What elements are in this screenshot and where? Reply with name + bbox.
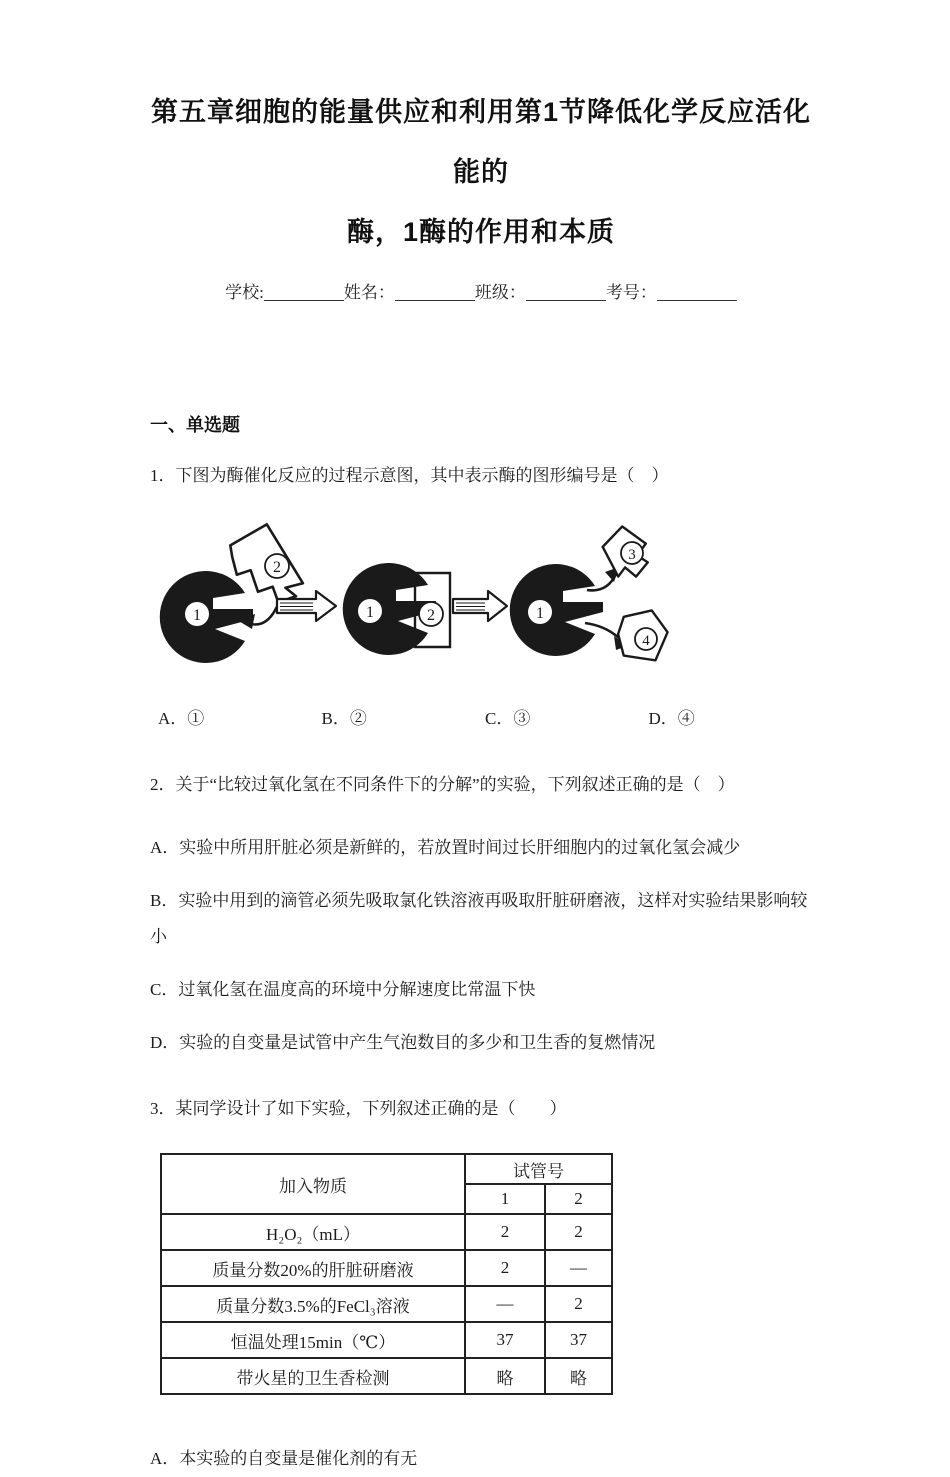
- svg-text:4: 4: [642, 633, 650, 649]
- svg-text:1: 1: [366, 604, 374, 621]
- svg-text:2: 2: [273, 559, 281, 576]
- row-value-2: 略: [545, 1358, 612, 1394]
- name-blank: [395, 286, 475, 301]
- row-label: H₂O₂（mL）: [161, 1214, 465, 1250]
- question-2-stem: 2．关于“比较过氧化氢在不同条件下的分解”的实验，下列叙述正确的是（ ）: [150, 775, 735, 794]
- school-blank: [264, 286, 344, 301]
- row-value-2: —: [545, 1250, 612, 1286]
- row-label: 质量分数20%的肝脏研磨液: [161, 1250, 465, 1286]
- q2-option-c: C．过氧化氢在温度高的环境中分解速度比常温下快: [150, 980, 536, 999]
- row-label: 带火星的卫生香检测: [161, 1358, 465, 1394]
- diagram-label-substrate-2-stage2: [419, 602, 443, 626]
- row-value-1: —: [465, 1286, 545, 1322]
- q2-option-d: D．实验的自变量是试管中产生气泡数目的多少和卫生香的复燃情况: [150, 1033, 656, 1052]
- question-1-options: [150, 701, 812, 737]
- school-label: 学校:: [225, 283, 264, 302]
- row-value-1: 37: [465, 1322, 545, 1358]
- document-title: [150, 82, 812, 262]
- svg-text:1: 1: [193, 607, 201, 624]
- diagram-label-product-3: [621, 542, 643, 564]
- diagram-label-enzyme-1: [185, 602, 209, 626]
- diagram-label-product-4: [635, 628, 657, 650]
- svg-text:2: 2: [427, 607, 435, 624]
- row-value-2: 37: [545, 1322, 612, 1358]
- table-row: [161, 1322, 612, 1358]
- section-heading: 一、单选题: [150, 415, 240, 435]
- row-label: 质量分数3.5%的FeCl₃溶液: [161, 1286, 465, 1322]
- row-label: 恒温处理15min（℃）: [161, 1322, 465, 1358]
- document-title-line1: 第五章细胞的能量供应和利用第1节降低化学反应活化能的: [150, 97, 811, 187]
- exam-no-blank: [657, 286, 737, 301]
- table-row: [161, 1214, 612, 1250]
- process-arrow-2: [453, 591, 507, 621]
- svg-text:3: 3: [628, 547, 636, 563]
- table-row: [161, 1250, 612, 1286]
- table-header-row-1: [161, 1154, 612, 1184]
- diagram-label-substrate-2: [265, 554, 289, 578]
- row-value-1: 略: [465, 1358, 545, 1394]
- q1-option-d: D．④: [648, 709, 695, 728]
- row-value-2: 2: [545, 1214, 612, 1250]
- table-header-tube-group: 试管号: [465, 1154, 612, 1184]
- q1-option-b: B．②: [321, 709, 367, 728]
- table-row: [161, 1286, 612, 1322]
- table-header-tube-1: 1: [465, 1184, 545, 1214]
- question-1-stem: 1．下图为酶催化反应的过程示意图，其中表示酶的图形编号是（ ）: [150, 466, 669, 485]
- class-blank: [526, 286, 606, 301]
- name-label: 姓名：: [343, 283, 395, 302]
- q1-option-c: C．③: [485, 709, 531, 728]
- table-header-substance: 加入物质: [161, 1154, 465, 1214]
- enzyme-diagram-container: [155, 520, 812, 695]
- diagram-label-enzyme-1-stage2: [358, 599, 382, 623]
- document-title-line2: 酶，1酶的作用和本质: [346, 217, 616, 247]
- q3-option-a: A．本实验的自变量是催化剂的有无: [150, 1449, 418, 1468]
- class-label: 班级：: [474, 283, 526, 302]
- experiment-table: [160, 1153, 613, 1395]
- enzyme-shape-stage3: [510, 564, 603, 656]
- diagram-label-enzyme-1-stage3: [528, 600, 552, 624]
- row-value-1: 2: [465, 1250, 545, 1286]
- q1-option-a: A．①: [158, 709, 205, 728]
- exam-no-label: 考号：: [605, 283, 657, 302]
- row-value-1: 2: [465, 1214, 545, 1250]
- q2-option-a: A．实验中所用肝脏必须是新鲜的，若放置时间过长肝细胞内的过氧化氢会减少: [150, 838, 741, 857]
- row-value-2: 2: [545, 1286, 612, 1322]
- table-row: [161, 1358, 612, 1394]
- student-info-line: [150, 278, 812, 303]
- enzyme-reaction-diagram: [155, 520, 670, 695]
- table-header-tube-2: 2: [545, 1184, 612, 1214]
- svg-text:1: 1: [536, 605, 544, 622]
- question-3-stem: 3．某同学设计了如下实验，下列叙述正确的是（ ）: [150, 1099, 567, 1118]
- q2-option-b: B．实验中用到的滴管必须先吸取氯化铁溶液再吸取肝脏研磨液，这样对实验结果影响较小: [150, 891, 808, 946]
